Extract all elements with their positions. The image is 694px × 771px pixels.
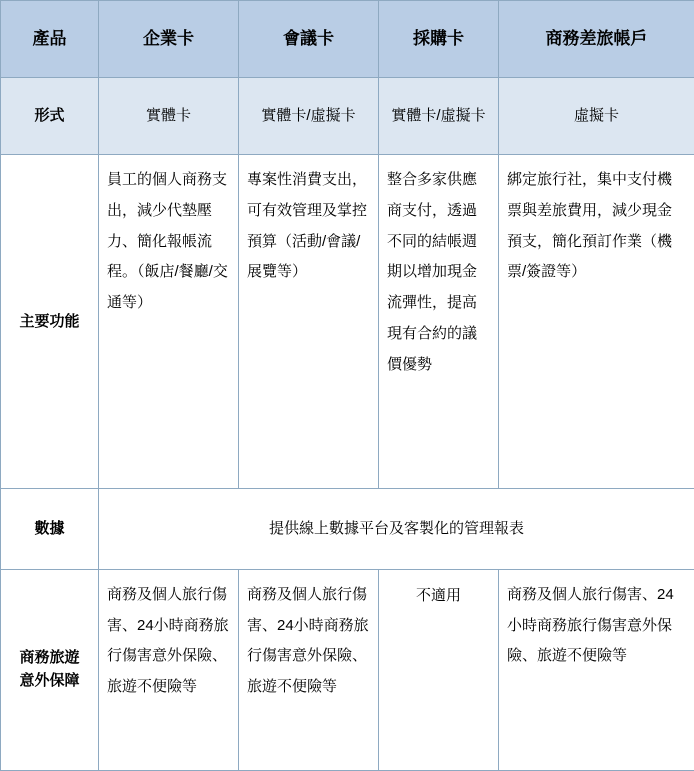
row-label-data: 數據 xyxy=(1,488,99,569)
column-header-corporate-card: 企業卡 xyxy=(99,1,239,78)
cell-function-meeting-card: 專案性消費支出，可有效管理及掌控預算（活動/會議/展覽等） xyxy=(239,155,379,489)
column-header-product: 產品 xyxy=(1,1,99,78)
row-label-form: 形式 xyxy=(1,78,99,155)
row-label-main-function: 主要功能 xyxy=(1,155,99,489)
row-label-travel-insurance-line2: 意外保障 xyxy=(19,671,80,689)
column-header-business-travel-account: 商務差旅帳戶 xyxy=(499,1,694,78)
cell-insurance-business-travel-account: 商務及個人旅行傷害、24小時商務旅行傷害意外保險、旅遊不便險等 xyxy=(499,569,694,770)
table-row xyxy=(1,155,694,489)
row-label-travel-insurance-line1: 商務旅遊 xyxy=(19,649,80,667)
row-label-travel-insurance xyxy=(1,569,99,770)
table-header-row xyxy=(1,1,694,78)
cell-insurance-purchasing-card: 不適用 xyxy=(379,569,499,770)
cell-function-purchasing-card: 整合多家供應商支付，透過不同的結帳週期以增加現金流彈性，提高現有合約的議價優勢 xyxy=(379,155,499,489)
cell-insurance-meeting-card: 商務及個人旅行傷害、24小時商務旅行傷害意外保險、旅遊不便險等 xyxy=(239,569,379,770)
cell-form-corporate-card: 實體卡 xyxy=(99,78,239,155)
cell-function-corporate-card: 員工的個人商務支出，減少代墊壓力、簡化報帳流程。（飯店/餐廳/交通等） xyxy=(99,155,239,489)
cell-form-meeting-card: 實體卡/虛擬卡 xyxy=(239,78,379,155)
table-row xyxy=(1,488,694,569)
column-header-purchasing-card: 採購卡 xyxy=(379,1,499,78)
cell-insurance-corporate-card: 商務及個人旅行傷害、24小時商務旅行傷害意外保險、旅遊不便險等 xyxy=(99,569,239,770)
cell-data-merged: 提供線上數據平台及客製化的管理報表 xyxy=(99,488,694,569)
column-header-meeting-card: 會議卡 xyxy=(239,1,379,78)
table-row xyxy=(1,78,694,155)
table-row xyxy=(1,569,694,770)
cell-function-business-travel-account: 綁定旅行社，集中支付機票與差旅費用，減少現金預支，簡化預訂作業（機票/簽證等） xyxy=(499,155,694,489)
cell-form-purchasing-card: 實體卡/虛擬卡 xyxy=(379,78,499,155)
cell-form-business-travel-account: 虛擬卡 xyxy=(499,78,694,155)
